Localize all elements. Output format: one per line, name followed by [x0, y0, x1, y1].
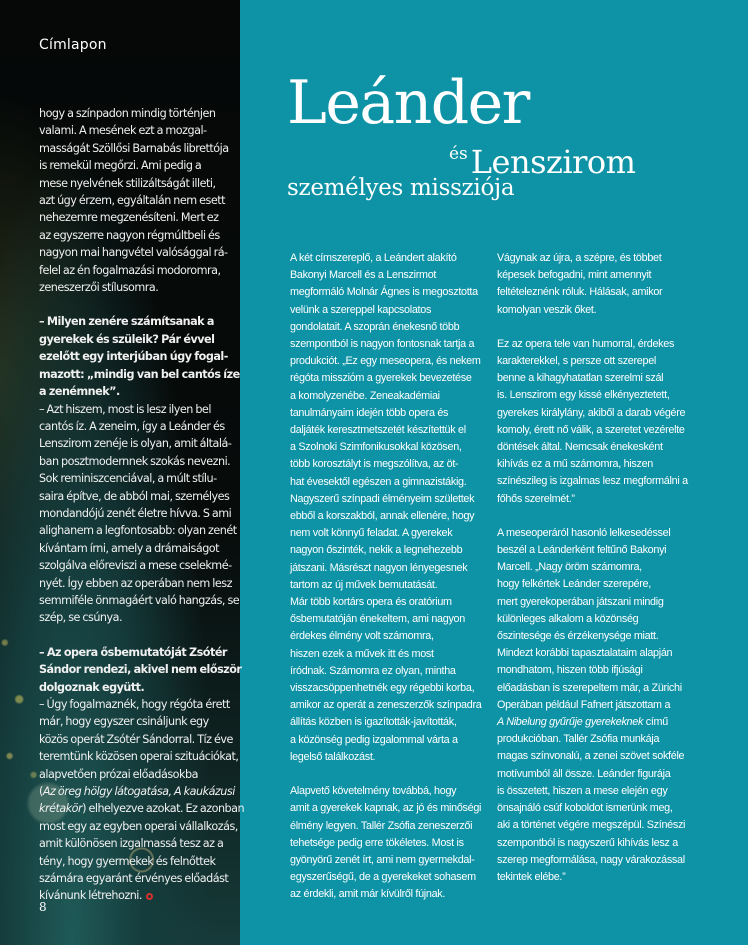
right-paragraph-3	[497, 525, 712, 886]
middle-paragraph-1	[290, 250, 492, 766]
text-line: benne a kihagyhatatlan szerelmi szál	[497, 372, 664, 385]
text-line: több korosztályt is megszólítva, az öt-	[290, 458, 459, 471]
text-line: őszintesége és érzékenysége miatt.	[497, 630, 659, 643]
italic-title-2: krétakör	[39, 802, 83, 816]
text-line: semmiféle önmagáért való hangzás, se	[39, 593, 240, 607]
text-line: önsajnáló csúf koboldot ismerünk meg,	[497, 802, 673, 815]
text-line: tény, hogy gyermekek és felnőttek	[39, 854, 216, 868]
text-line: daljáték keresztmetszetét készítettük el	[290, 424, 466, 437]
text-line: nagyon őszinték, nekik a legnehezebb	[290, 544, 463, 557]
text-line: zeneszerzői stílusomra.	[39, 281, 159, 295]
question-1	[39, 313, 239, 400]
paragraph-gap	[497, 319, 712, 336]
text-line: tekintek elébe.”	[497, 870, 566, 883]
paragraph-gap	[39, 296, 239, 313]
text-line: mondandójú zenét életre hívva. S ami	[39, 506, 232, 520]
open-paren: (	[39, 785, 43, 799]
after-italic-text: ) elhelyezve azokat. Ez azonban	[82, 802, 245, 816]
middle-column-text	[290, 250, 492, 904]
text-line: magas színvonalú, a zenei szövet sokféle	[497, 750, 685, 763]
middle-paragraph-2	[290, 783, 492, 903]
text-line: döntések által. Nemcsak énekesként	[497, 441, 663, 454]
text-line: cantós íz. A zeneim, így a Leánder és	[39, 419, 225, 433]
text-line: ezelőtt egy interjúban úgy fogal-	[39, 350, 228, 364]
text-line: felel az én fogalmazási modoromra,	[39, 263, 221, 277]
italic-title: A Nibelung gyűrűje gyerekeknek	[497, 716, 644, 729]
section-label: Címlapon	[39, 37, 107, 53]
text-line: mert gyerekoperában játszani mindig	[497, 595, 664, 608]
text-line: állítás közben is igazították-javították,	[290, 716, 457, 729]
text-line: nyét. Így ebben az operában nem lesz	[39, 576, 232, 590]
text-line: alapvetően prózai előadásokba	[39, 767, 198, 781]
text-line: Ez az opera tele van humorral, érdekes	[497, 337, 675, 350]
text-line: produkciót. „Ez egy meseopera, és nekem	[290, 355, 481, 368]
text-line: Bakonyi Marcell és a Lenszirmot	[290, 269, 437, 282]
text-line: mondhatom, hiszen több ifjúsági	[497, 664, 643, 677]
text-line: aki a történet végére megszépül. Színészi	[497, 819, 686, 832]
text-line: Alapvető követelmény továbbá, hogy	[290, 785, 457, 798]
text-line: nehezemre megzenésíteni. Mert ez	[39, 211, 219, 225]
text-line: most egy az egyben operai vállalkozás,	[39, 819, 238, 833]
text-line: ban posztmodernnek szokás nevezni.	[39, 454, 231, 468]
text-line: Marcell. „Nagy öröm számomra,	[497, 561, 642, 574]
text-line: – Az opera ősbemutatóját Zsótér	[39, 645, 227, 659]
left-column-text	[39, 105, 245, 905]
text-line: régóta missziόm a gyerekek bevezetése	[290, 372, 472, 385]
text-line: Mindezt korábbi tapasztalataim alapján	[497, 647, 673, 660]
answer-1	[39, 401, 239, 627]
text-line: gyerekes királylány, akiből a darab végére	[497, 406, 686, 419]
italic-title-line	[497, 714, 712, 731]
text-line: kívántam írni, amely a drámaiságot	[39, 541, 220, 555]
text-line: egyszerűségű, de a gyerekeket sohasem	[290, 871, 476, 884]
text-line: tartom az új művek bemutatását.	[290, 578, 438, 591]
text-line: – Azt hiszem, most is lesz ilyen bel	[39, 402, 211, 416]
text-line: előadásban is szerepeltem már, a Zürichi	[497, 681, 682, 694]
text-line: nem volt könnyű feladat. A gyerekek	[290, 527, 453, 540]
title-line-2	[449, 135, 636, 181]
text-line: saira építve, de abból mai, személyes	[39, 489, 230, 503]
text-line: is remekül megőrzi. Ami pedig a	[39, 159, 202, 173]
right-column-text	[497, 250, 712, 886]
text-line: legelső találkozást.	[290, 750, 376, 763]
text-line: amit különösen izgalmassá tesz az a	[39, 837, 224, 851]
text-line: komolyan veszik őket.	[497, 303, 597, 316]
closing-line	[39, 887, 239, 904]
circle-end-mark-icon	[146, 893, 153, 900]
title-lenszirom: Lenszirom	[470, 143, 636, 181]
text-line: komoly, érett nő válik, a szeretet vezérelte	[497, 423, 685, 436]
text-line: hat évesektől egészen a gimnazistákig.	[290, 475, 467, 488]
text-line: Már több kortárs opera és oratórium	[290, 596, 452, 609]
text-line: a Szolnoki Szimfonikusokkal közösen,	[290, 441, 462, 454]
text-line: karakterekkel, s persze ott szerepel	[497, 355, 657, 368]
text-line: beszél a Leánderként feltűnő Bakonyi	[497, 544, 667, 557]
title-leander: Leánder	[287, 68, 529, 138]
text-line: – Úgy fogalmaznék, hogy régóta érett	[39, 698, 230, 711]
text-line: Vágynak az újra, a szépre, és többet	[497, 252, 662, 264]
after-italic-text: című	[643, 716, 668, 729]
text-line: Sándor rendezi, akivel nem először	[39, 663, 242, 677]
text-line: szép, se csúnya.	[39, 611, 123, 625]
intro-paragraph	[39, 105, 239, 296]
text-line: hiszen ezek a művek itt és most	[290, 647, 434, 660]
title-subtitle: személyes missziója	[287, 175, 515, 201]
title-conjunction: és	[449, 144, 468, 164]
text-line: mese nyelvének stilizáltságát illeti,	[39, 176, 216, 190]
page-number: 8	[39, 900, 47, 914]
text-line: élmény legyen. Tallér Zsófia zeneszerzői	[290, 819, 473, 832]
paragraph-gap	[290, 766, 492, 783]
text-line: masságát Szöllősi Barnabás librettója	[39, 141, 229, 155]
text-line: gyönyörű zenét írt, ami nem gyermekdal-	[290, 853, 475, 866]
text-line: képesek befogadni, mint amennyit	[497, 269, 652, 282]
text-line: nagyon mai hangvétel valósággal rá-	[39, 246, 228, 260]
text-line: szolgálva előreviszi a mese cselekmé-	[39, 559, 232, 573]
text-line: valami. A mesének ezt a mozgal-	[39, 124, 207, 138]
text-line: gyerekek és szüleik? Pár évvel	[39, 332, 215, 346]
text-line: különleges alkalom a közönség	[497, 612, 639, 625]
italic-line-1	[39, 783, 239, 800]
text-line: már, hogy egyszer csináljunk egy	[39, 715, 209, 729]
italic-title-1: Az öreg hölgy látogatása, A kaukázusi	[42, 785, 235, 799]
text-line: tanulmányaim idején több opera és	[290, 406, 449, 419]
text-line: gondolatait. A szoprán énekesnő több	[290, 320, 460, 333]
text-line: ebből a korszakból, annak ellenére, hogy	[290, 510, 475, 523]
text-line: szempontból is nagyszerű kihívás lesz a	[497, 836, 678, 849]
text-line: szerep megformálása, nagy várakozással	[497, 853, 685, 866]
text-line: dolgoznak együtt.	[39, 680, 145, 694]
right-paragraph-2	[497, 336, 712, 508]
text-line: szempontból is nagyon fontosnak tartja a	[290, 338, 475, 351]
text-line: az érdekli, amit már kívülről fújnak.	[290, 888, 446, 901]
text-line: teremtünk közösen operai szituációkat,	[39, 750, 239, 764]
text-line: színészileg is izgalmas lesz megformálni a	[497, 475, 688, 488]
question-2	[39, 644, 242, 696]
paragraph-gap	[39, 627, 239, 644]
text-line: is. Lenszirom egy kissé elkényeztetett,	[497, 389, 670, 402]
text-line: a komolyzenébe. Zeneakadémiai	[290, 389, 440, 402]
left-photo-panel	[0, 0, 245, 945]
text-line: velünk a szereppel kapcsolatos	[290, 303, 432, 316]
text-line: visszacsöppenhetnék egy régebbi korba,	[290, 682, 475, 695]
text-line: íródnak. Számomra ez olyan, mintha	[290, 664, 456, 677]
text-line: A két címszereplő, a Leándert alakító	[290, 252, 457, 264]
answer-2	[39, 696, 245, 905]
text-line: A meseoperáról hasonló lelkesedéssel	[497, 526, 671, 539]
text-line: azt úgy érzem, egyáltalán nem esett	[39, 194, 226, 208]
text-line: mazott: „mindig van bel cantós íze	[39, 367, 240, 381]
paragraph-gap	[497, 508, 712, 525]
text-line: közös operát Zsótér Sándorral. Tíz éve	[39, 732, 233, 746]
text-line: Sok reminiszcenciával, a múlt stílu-	[39, 472, 217, 486]
text-line: számára egyaránt érvényes előadást	[39, 872, 229, 886]
text-line: hogy a színpadon mindig történjen	[39, 107, 216, 120]
text-line: alighanem a legfontosabb: olyan zenét	[39, 524, 237, 538]
text-line: megformáló Molnár Ágnes is megosztotta	[290, 286, 478, 299]
text-line: Nagyszerű színpadi élményeim születtek	[290, 492, 475, 505]
right-paragraph-1	[497, 250, 712, 319]
text-line: a közönség pedig izgalommal várta a	[290, 733, 458, 746]
text-line: feltételeznénk róluk. Hálásak, amikor	[497, 286, 663, 299]
last-line: kívánunk létrehozni.	[39, 889, 142, 903]
text-line: Operában például Fafnert játszottam a	[497, 698, 671, 711]
text-line: ősbemutatóján énekeltem, ami nagyon	[290, 613, 465, 626]
text-line: főhős szerelmét.”	[497, 492, 575, 505]
italic-line-2	[39, 800, 245, 817]
text-line: a zenémnek”.	[39, 385, 120, 399]
text-line: motívumból áll össze. Leánder figurája	[497, 767, 671, 780]
text-line: – Milyen zenére számítsanak a	[39, 315, 214, 329]
text-line: érdekes élmény volt számomra,	[290, 630, 434, 643]
text-line: Lenszirom zenéje is olyan, amit általá-	[39, 437, 232, 451]
text-line: is összetett, hiszen a mese elején egy	[497, 784, 668, 797]
text-line: kihívás ez a mű számomra, hiszen	[497, 458, 654, 471]
text-line: az egyszerre nagyon régmúltbeli és	[39, 228, 220, 242]
text-line: amit a gyerekek kapnak, az jó és minőségi	[290, 802, 482, 815]
text-line: tehetsége pedig erre tökéletes. Most is	[290, 836, 464, 849]
text-line: produkcióban. Tallér Zsófia munkája	[497, 733, 660, 746]
text-line: játszani. Másrészt nagyon lényegesnek	[290, 561, 468, 574]
text-line: amikor az operát a zeneszerzők színpadra	[290, 699, 482, 712]
text-line: hogy felkértek Leánder szerepére,	[497, 578, 651, 591]
